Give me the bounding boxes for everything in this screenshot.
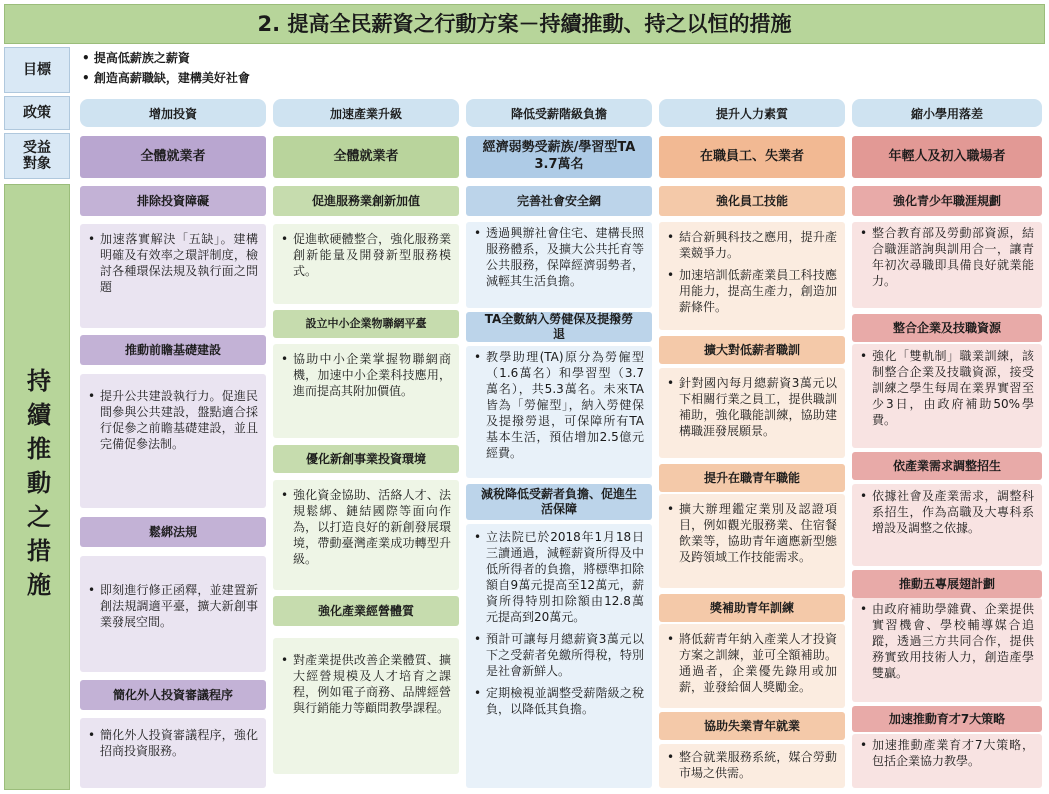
section-header: 依產業需求調整招生	[852, 452, 1042, 480]
policy-industry-upgrade: 加速產業升級	[273, 99, 459, 127]
bullet-item: • 定期檢視並調整受薪階級之稅負，以降低其負擔。	[474, 685, 644, 717]
policy-human-capital: 提升人力素質	[659, 99, 845, 127]
bullet-item: • 預計可讓每月總薪資3萬元以下之受薪者免繳所得稅，特別是社會新鮮人。	[474, 631, 644, 679]
bullet-item: • 即刻進行修正函釋，並建置新創法規調適平臺，擴大新創事業發展空間。	[88, 582, 258, 630]
row-label-beneficiary	[4, 133, 70, 179]
row-label-measures-text: 持續推動之措施	[22, 368, 51, 606]
section-header: 強化產業經營體質	[273, 596, 459, 626]
section-body	[659, 368, 845, 458]
row-label-beneficiary-text: 受益對象	[23, 139, 51, 172]
section-header: 加速推動育才7大策略	[852, 706, 1042, 732]
policy-skill-gap: 縮小學用落差	[852, 99, 1042, 127]
beneficiary-col1: 全體就業者	[80, 136, 266, 178]
section-header: 獎補助青年訓練	[659, 594, 845, 622]
bullet-item: • 加速推動產業育才7大策略，包括企業協力教學。	[860, 737, 1034, 769]
bullet-item: • 依據社會及產業需求，調整科系招生，作為高職及大專科系增設及調整之依據。	[860, 488, 1034, 536]
section-header: 提升在職青年職能	[659, 464, 845, 492]
section-body	[466, 222, 652, 308]
row-label-goal: 目標	[4, 47, 70, 93]
bullet-item: • 透過興辦社會住宅、建構長照服務體系，及擴大公共托育等公共服務，保障經濟弱勢者，減輕其生活負擔。	[474, 225, 644, 289]
bullet-item: • 立法院已於2018年1月18日三讀通過，減輕薪資所得及中低所得者的負擔，將標準扣除額自9萬元提高至12萬元，薪資所得特別扣除額由12.8萬元提高到20萬元。	[474, 529, 644, 625]
bullet-item: • 擴大辦理鑑定業別及認證項目，例如觀光服務業、住宿餐飲業等，協助青年適應新型態及跨領域工作技能需求。	[667, 501, 837, 565]
goals-list	[74, 47, 1045, 93]
bullet-item: • 對產業提供改善企業體質、擴大經營規模及人才培育之課程，例如電子商務、品牌經營與行銷能力等顧問教學課程。	[281, 652, 451, 716]
section-body	[273, 638, 459, 774]
section-header: 整合企業及技職資源	[852, 314, 1042, 342]
section-header: 強化青少年職涯規劃	[852, 186, 1042, 216]
section-header: 推動五專展翅計劃	[852, 570, 1042, 598]
bullet-item: • 由政府補助學雜費、企業提供實習機會、學校輔導媒合追蹤，透過三方共同合作，提供務實致用技術人力，創造產學雙贏。	[860, 601, 1034, 681]
section-header: 鬆綁法規	[80, 517, 266, 547]
section-header: 簡化外人投資審議程序	[80, 680, 266, 710]
section-header: 設立中小企業物聯網平臺	[273, 310, 459, 338]
section-body	[80, 556, 266, 672]
bullet-item: • 促進軟硬體整合，強化服務業創新能量及開發新型服務模式。	[281, 231, 451, 279]
bullet-item: • 加速落實解決「五缺」。建構明確及有效率之環評制度，檢討各種環保法規及執行面之問題	[88, 231, 258, 295]
bullet-item: • 加速培訓低薪產業員工科技應用能力，提高生產力，創造加薪條件。	[667, 267, 837, 315]
section-header: 完善社會安全網	[466, 186, 652, 216]
section-body	[852, 598, 1042, 702]
policy-invest: 增加投資	[80, 99, 266, 127]
bullet-item: • 整合教育部及勞動部資源，結合職涯諮詢與訓用合一，讓青年初次尋職即具備良好就業能力。	[860, 225, 1034, 289]
bullet-item: • 針對國內每月總薪資3萬元以下相關行業之員工，提供職訓補助，強化職能訓練，協助建構職涯發展願景。	[667, 375, 837, 439]
row-label-policy: 政策	[4, 96, 70, 130]
goal-text: 創造高薪職缺，建構美好社會	[93, 71, 250, 85]
goal-text: 提高低薪族之薪資	[93, 51, 190, 65]
bullet-item: • 協助中小企業掌握物聯網商機，加速中小企業科技應用，進而提高其附加價值。	[281, 351, 451, 399]
bullet-item: • 強化資金協助、活絡人才、法規鬆綁、鏈結國際等面向作為，以打造良好的新創發展環境，帶動臺灣產業成功轉型升級。	[281, 487, 451, 567]
bullet-item: • 整合就業服務系統，媒合勞動市場之供需。	[667, 749, 837, 781]
section-body	[80, 374, 266, 508]
section-header: 協助失業青年就業	[659, 712, 845, 740]
section-body	[466, 524, 652, 788]
row-label-measures	[4, 184, 70, 790]
section-header: 強化員工技能	[659, 186, 845, 216]
bullet-item: • 強化「雙軌制」職業訓練，該制整合企業及技職資源，接受訓練之學生每周在業界實習至少3日，由政府補助50%學費。	[860, 348, 1034, 428]
beneficiary-col5: 年輕人及初入職場者	[852, 136, 1042, 178]
beneficiary-col3: 經濟弱勢受薪族/學習型TA 3.7萬名	[466, 136, 652, 178]
section-body	[80, 718, 266, 788]
section-body	[466, 346, 652, 478]
bullet-item: • 簡化外人投資審議程序，強化招商投資服務。	[88, 727, 258, 759]
section-body	[852, 222, 1042, 308]
section-header: 促進服務業創新加值	[273, 186, 459, 216]
section-body	[659, 624, 845, 708]
section-header: 擴大對低薪者職訓	[659, 336, 845, 364]
section-body	[852, 734, 1042, 788]
section-header: TA全數納入勞健保及提撥勞退	[466, 312, 652, 342]
goal-item: • 提高低薪族之薪資	[82, 51, 190, 65]
beneficiary-col2: 全體就業者	[273, 136, 459, 178]
section-body	[659, 222, 845, 330]
bullet-item: • 教學助理(TA)原分為勞僱型（1.6萬名）和學習型（3.7萬名），共5.3萬名。未來TA皆為「勞僱型」，納入勞健保及提撥勞退，可保障所有TA基本生活，預估增加2.5億元經費。	[474, 349, 644, 461]
section-body	[659, 744, 845, 788]
section-body	[852, 344, 1042, 448]
bullet-item: • 將低薪青年納入產業人才投資方案之訓練，並可全額補助。通過者，企業優先錄用或加薪，並發給個人獎勵金。	[667, 631, 837, 695]
section-body	[659, 494, 845, 588]
section-body	[273, 344, 459, 438]
section-body	[80, 224, 266, 328]
section-header: 優化新創事業投資環境	[273, 445, 459, 473]
section-header: 推動前瞻基礎建設	[80, 335, 266, 365]
section-header: 排除投資障礙	[80, 186, 266, 216]
section-body	[273, 480, 459, 590]
bullet-item: • 提升公共建設執行力。促進民間參與公共建設，盤點適合採行促參之前瞻基礎建設，並且完備促參法制。	[88, 388, 258, 452]
section-body	[273, 224, 459, 304]
section-body	[852, 484, 1042, 566]
section-header: 減稅降低受薪者負擔、促進生活保障	[466, 484, 652, 520]
bullet-item: • 結合新興科技之應用，提升產業競爭力。	[667, 229, 837, 261]
beneficiary-col4: 在職員工、失業者	[659, 136, 845, 178]
goal-item: • 創造高薪職缺，建構美好社會	[82, 71, 250, 85]
policy-reduce-burden: 降低受薪階級負擔	[466, 99, 652, 127]
page-title: 2. 提高全民薪資之行動方案－持續推動、持之以恒的措施	[4, 4, 1045, 44]
